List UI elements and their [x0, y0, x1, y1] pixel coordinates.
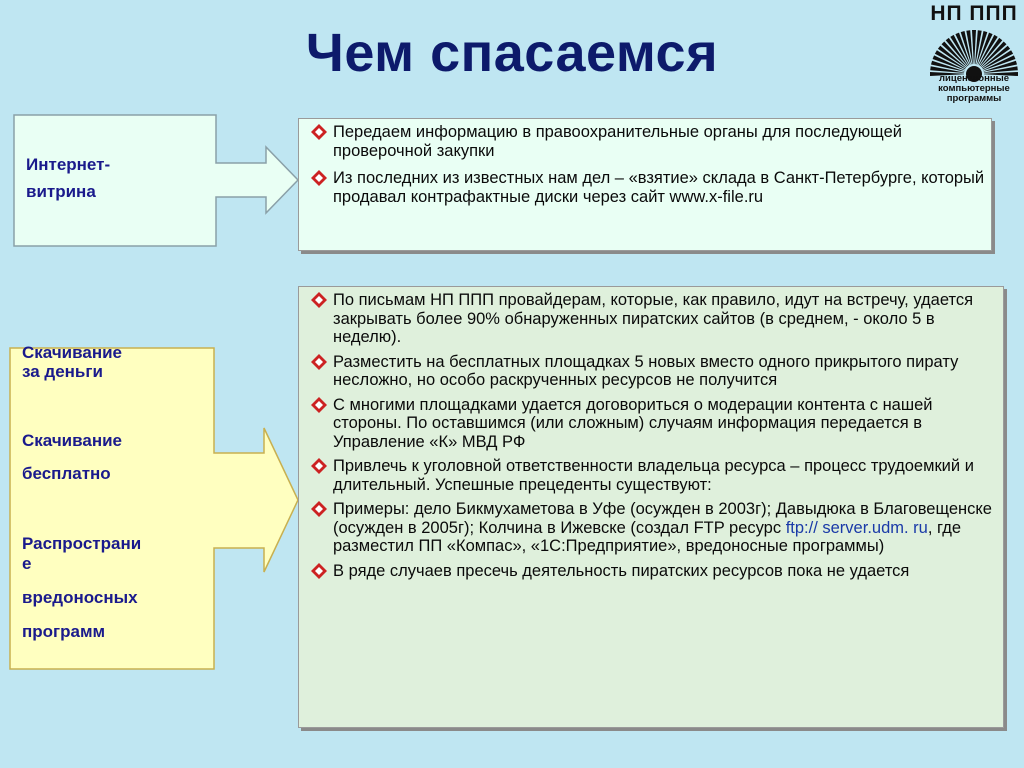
download-label-free-2: бесплатно	[22, 464, 111, 483]
download-label-paid-1: Скачивание	[22, 343, 122, 362]
item-text: По письмам НП ППП провайдерам, которые, как правило, идут на встречу, удается закрывать более 90% обнаруженных пиратских сайтов (в среднем, - около 5 в неделю).	[333, 291, 974, 346]
list-item-examples	[309, 500, 1003, 556]
ftp-link[interactable]: ftp:// server.udm. ru	[785, 518, 928, 537]
item-text: С многими площадками удается договориться о модерации контента с нашей стороны. По оставшимся (или сложным) случаям информация передается в Управление «К» МВД РФ	[333, 395, 933, 451]
diamond-bullet-icon	[311, 354, 327, 370]
diamond-bullet-icon	[311, 501, 327, 517]
internet-actions-panel	[298, 118, 992, 251]
list-item	[309, 291, 1003, 347]
internet-arrow	[14, 115, 298, 246]
diamond-bullet-icon	[311, 170, 327, 186]
downloads-arrow	[10, 348, 298, 669]
item-text: Разместить на бесплатных площадках 5 новых вместо одного прикрытого пирату несложно, но особо раскрученных ресурсов не получится	[333, 352, 959, 389]
item-text: Привлечь к уголовной ответственности владельца ресурса – процесс трудоемкий и длительный. Успешные прецеденты существуют:	[333, 457, 974, 494]
internet-label-2: витрина	[26, 182, 96, 201]
internet-label-1: Интернет-	[26, 155, 111, 174]
logo-abbreviation: НП ППП	[930, 2, 1018, 25]
diamond-bullet-icon	[311, 124, 327, 140]
download-actions-panel	[298, 286, 1004, 728]
logo-line-1: лицензионные	[939, 73, 1009, 84]
slide-title: Чем спасаемся	[305, 23, 719, 83]
download-label-free-1: Скачивание	[22, 431, 122, 450]
diamond-bullet-icon	[311, 458, 327, 474]
diamond-bullet-icon	[311, 397, 327, 413]
diamond-bullet-icon	[311, 563, 327, 579]
list-item	[309, 562, 1003, 581]
list-item	[309, 457, 1003, 494]
download-label-malware-3: вредоносных	[22, 588, 138, 607]
diamond-bullet-icon	[311, 292, 327, 308]
examples-text-end: , где разместил ПП «Компас», «1С:Предприятие», вредоносные программы)	[333, 518, 962, 555]
examples-text-start: Примеры: дело Бикмухаметова в Уфе (осужден в 2003г); Давыдюка в Благовещенске (осужден в 2005г); Колчина в Ижевске (создал FTP ресурс	[333, 500, 992, 537]
download-label-malware-4: программ	[22, 622, 106, 641]
download-label-malware-1: Распространи	[22, 534, 142, 553]
logo-line-2: компьютерные	[938, 83, 1010, 94]
list-item	[309, 396, 1003, 452]
list-item	[309, 123, 991, 160]
item-text: В ряде случаев пресечь деятельность пиратских ресурсов пока не удается	[333, 561, 910, 580]
list-item	[309, 169, 991, 206]
download-label-malware-2: е	[22, 554, 32, 573]
item-text: Передаем информацию в правоохранительные органы для последующей проверочной закупки	[333, 123, 902, 160]
download-label-paid-2: за деньги	[22, 362, 103, 381]
list-item	[309, 353, 1003, 390]
item-text: Из последних из известных нам дел – «взятие» склада в Санкт-Петербурге, который продавал контрафактные диски через сайт www.x-file.ru	[333, 169, 985, 206]
logo-line-3: программы	[946, 93, 1002, 104]
